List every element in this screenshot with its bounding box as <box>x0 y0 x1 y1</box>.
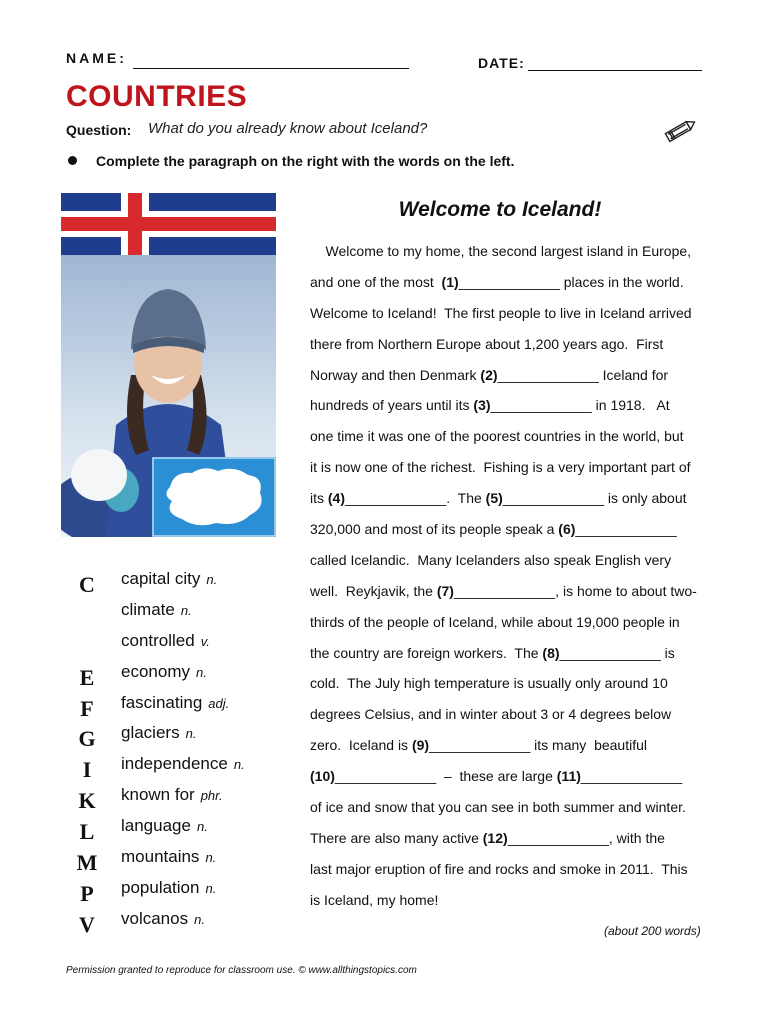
part-of-speech: n. <box>180 602 192 618</box>
question-text: What do you already know about Iceland? <box>148 120 428 137</box>
paragraph-line: there from Northern Europe about 1,200 years ago. First <box>310 335 664 352</box>
word-bank-word: independence <box>121 754 228 774</box>
paragraph-line: thirds of the people of Iceland, while about 19,000 people in <box>310 613 680 630</box>
word-bank-letter: F <box>80 695 94 721</box>
blank-number: (3) <box>473 397 491 414</box>
word-bank-letter: V <box>79 911 95 937</box>
part-of-speech: n. <box>205 850 217 866</box>
paragraph-line: of ice and snow that you can see in both summer and winter. <box>310 799 686 816</box>
word-bank-item <box>121 565 291 596</box>
word-bank-word: fascinating <box>121 692 203 712</box>
word-bank-item <box>121 658 291 689</box>
paragraph-line: Welcome to my home, the second largest island in Europe, <box>310 243 692 259</box>
word-bank-item <box>121 627 291 658</box>
word-bank-word: climate <box>121 599 175 619</box>
word-bank-word: mountains <box>121 847 200 867</box>
word-bank-item <box>121 812 291 843</box>
instruction-text: Complete the paragraph on the right with the words on the left. <box>96 153 515 169</box>
paragraph-line: degrees Celsius, and in winter about 3 or 4 degrees below <box>310 706 672 723</box>
paragraph-line: 320,000 and most of its people speak a (6)_____________ <box>310 521 677 538</box>
word-bank-letter: E <box>79 664 95 690</box>
iceland-map-image <box>152 457 276 537</box>
pencil-icon <box>660 115 700 147</box>
word-bank-item <box>121 874 291 905</box>
iceland-flag-image <box>61 193 276 255</box>
word-bank-item <box>121 750 291 781</box>
word-count: (about 200 words) <box>604 924 701 938</box>
page-title: COUNTRIES <box>66 80 248 113</box>
blank-number: (11) <box>556 768 581 785</box>
paragraph-line: cold. The July high temperature is usually only around 10 <box>310 675 668 692</box>
word-bank-letter: M <box>76 850 98 876</box>
blank-number: (7) <box>436 582 454 599</box>
paragraph-line: one time it was one of the poorest countries in the world, but <box>310 428 684 445</box>
paragraph-line: the country are foreign workers. The (8)_____________ is <box>310 644 675 661</box>
date-field[interactable] <box>528 70 702 71</box>
word-bank-letter: P <box>80 880 94 906</box>
blank-number: (4) <box>327 490 346 507</box>
paragraph-line: zero. Iceland is (9)_____________ its many beautiful <box>310 737 648 754</box>
word-bank-item <box>121 781 291 812</box>
blank-number: (6) <box>558 521 576 538</box>
story-title: Welcome to Iceland! <box>398 198 602 221</box>
word-bank-word: economy <box>121 661 190 681</box>
footer-permission: Permission granted to reproduce for classroom use. © www.allthingstopics.com <box>66 965 417 976</box>
paragraph-line: called Icelandic. Many Icelanders also speak English very <box>310 551 672 568</box>
paragraph-line: and one of the most (1)_____________ places in the world. <box>310 273 684 290</box>
part-of-speech: phr. <box>200 788 223 804</box>
word-bank-word: volcanos <box>121 908 189 928</box>
word-bank-letter: I <box>82 757 92 783</box>
part-of-speech: adj. <box>208 695 230 711</box>
blank-number: (2) <box>480 366 498 383</box>
word-bank-item <box>121 719 291 750</box>
part-of-speech: n. <box>185 726 197 742</box>
word-bank-word: capital city <box>121 569 201 588</box>
word-bank-word: population <box>121 877 200 897</box>
word-bank-item <box>121 905 291 936</box>
question-label: Question: <box>66 122 132 138</box>
blank-number: (10) <box>310 768 335 785</box>
part-of-speech: n. <box>195 664 207 680</box>
part-of-speech: n. <box>194 911 205 927</box>
paragraph-line: Norway and then Denmark (2)_____________ Iceland for <box>310 366 669 383</box>
paragraph-line: Welcome to Iceland! The first people to live in Iceland arrived <box>310 304 692 321</box>
paragraph-line: hundreds of years until its (3)_____________ in 1918. At <box>310 397 670 414</box>
word-bank-word: controlled <box>121 630 195 650</box>
word-bank-letter: G <box>78 726 96 752</box>
part-of-speech: n. <box>196 819 208 835</box>
word-bank-item <box>121 843 291 874</box>
word-bank-letters <box>72 570 102 941</box>
part-of-speech: n. <box>205 880 217 896</box>
word-bank-word: glaciers <box>121 723 180 743</box>
word-bank-letter: C <box>79 572 95 597</box>
word-bank-letter: K <box>78 788 96 814</box>
word-bank-list <box>121 565 291 936</box>
word-bank-letter <box>72 632 102 663</box>
part-of-speech: n. <box>206 572 218 587</box>
word-bank-letter <box>72 601 102 632</box>
story-paragraph <box>310 236 710 916</box>
part-of-speech: n. <box>233 757 245 773</box>
word-bank-item <box>121 689 291 720</box>
bullet-icon <box>68 156 77 165</box>
date-label: DATE: <box>478 55 525 71</box>
paragraph-line: it is now one of the richest. Fishing is a very important part of <box>310 459 691 476</box>
name-field[interactable] <box>133 68 409 69</box>
paragraph-line: last major eruption of fire and rocks and smoke in 2011. This <box>310 860 688 877</box>
blank-number: (12) <box>482 829 508 846</box>
paragraph-line: There are also many active (12)_____________, with the <box>310 829 665 846</box>
word-bank-letter: L <box>79 819 95 845</box>
name-label: NAME: <box>66 50 127 66</box>
blank-number: (5) <box>485 490 503 507</box>
word-bank-word: language <box>121 816 191 836</box>
paragraph-line: (10)_____________ – these are large (11)_____________ <box>310 768 683 785</box>
paragraph-line: is Iceland, my home! <box>310 891 439 908</box>
blank-number: (9) <box>411 737 430 754</box>
paragraph-line: well. Reykjavik, the (7)_____________, is home to about two- <box>310 582 697 599</box>
blank-number: (1) <box>441 273 459 290</box>
part-of-speech: v. <box>200 633 210 649</box>
word-bank-item <box>121 596 291 627</box>
blank-number: (8) <box>542 644 560 661</box>
word-bank-word: known for <box>121 785 195 805</box>
paragraph-line: its (4)_____________. The (5)_____________ is only about <box>310 490 687 507</box>
